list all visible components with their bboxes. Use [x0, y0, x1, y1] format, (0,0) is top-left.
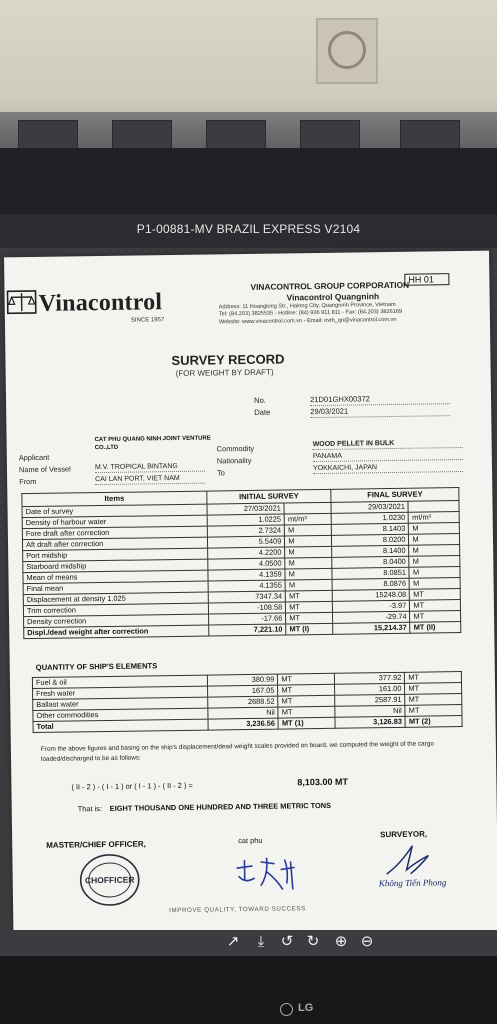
chief-officer-stamp: [78, 852, 141, 909]
survey-row-initial: 7347.34: [208, 591, 285, 603]
vessel-label: Name of Vessel: [18, 464, 71, 475]
survey-row-final-unit: [408, 501, 459, 513]
element-row-initial-unit: MT: [278, 706, 335, 718]
surveyor-name: Không Tiến Phong: [378, 877, 447, 889]
element-row-initial: Nil: [208, 707, 279, 719]
element-row-item: Other commodities: [33, 708, 208, 721]
survey-row-initial: 27/03/2021: [207, 503, 284, 515]
survey-row-initial: 4.2200: [208, 547, 285, 559]
commodity-value: WOOD PELLET IN BULK: [313, 439, 463, 450]
company-slogan: IMPROVE QUALITY, TOWARD SUCCESS: [169, 905, 306, 915]
website-line: Website: www.vinacontrol.com.vn - Email: nvth_qn@vinacontrol.com.vn: [218, 316, 397, 326]
from-value: CAI LAN PORT, VIET NAM: [95, 475, 205, 486]
survey-row-initial-unit: [284, 502, 331, 514]
survey-row-item: Mean of means: [23, 570, 208, 584]
document-title: SURVEY RECORD: [171, 351, 285, 369]
branch-name: Vinacontrol Quangninh: [286, 291, 380, 303]
stamp-text: CHOFFICER: [84, 874, 135, 886]
survey-row-final: 8.1400: [332, 545, 409, 557]
since-label: SINCE 1957: [130, 317, 165, 324]
survey-row-initial: 4.0500: [208, 558, 285, 570]
element-row-initial: 167.05: [208, 685, 279, 697]
element-row-final: 2587.91: [335, 694, 406, 706]
survey-row-initial: 1.0225: [207, 514, 284, 526]
amount-in-words: EIGHT THOUSAND ONE HUNDRED AND THREE METRIC TONS: [109, 800, 332, 813]
survey-row-initial-unit: M: [285, 579, 332, 591]
element-row-initial-unit: MT: [278, 695, 335, 707]
surveyor-signature: [380, 839, 441, 880]
col-header-items: Items: [22, 491, 207, 507]
survey-row-initial: -17.66: [209, 613, 286, 625]
element-row-final: 377.92: [334, 672, 405, 684]
viewer-toolbar: [0, 930, 497, 956]
element-row-item: Fuel & oil: [32, 675, 207, 688]
survey-row-initial-unit: M: [285, 524, 332, 536]
vessel-value: M.V. TROPICAL BINTANG: [95, 463, 205, 474]
survey-row-initial-unit: mt/m³: [284, 513, 331, 525]
share-icon[interactable]: ↗: [226, 933, 240, 950]
survey-document: [4, 251, 497, 938]
survey-row-final-unit: M: [409, 523, 460, 535]
to-label: To: [216, 468, 225, 478]
survey-row-initial: 4.1359: [208, 569, 285, 581]
survey-row-final-unit: MT (II): [410, 622, 461, 634]
element-row-final: Nil: [335, 705, 406, 717]
element-row-item: Fresh water: [33, 686, 208, 699]
survey-row-initial-unit: MT: [286, 612, 333, 624]
element-row-final-unit: MT (2): [405, 716, 462, 728]
survey-row-initial-unit: MT: [285, 590, 332, 602]
survey-row-final: 8.1403: [331, 523, 408, 535]
surveyor-label: SURVEYOR,: [380, 829, 428, 840]
col-header-initial: INITIAL SURVEY: [207, 489, 331, 504]
survey-row-final-unit: M: [409, 556, 460, 568]
rotate-right-icon[interactable]: ↻: [306, 933, 320, 950]
date-value: 29/03/2021: [310, 405, 450, 418]
survey-row-final-unit: M: [409, 567, 460, 579]
draft-survey-table: [21, 487, 461, 639]
survey-row-final-unit: M: [409, 534, 460, 546]
applicant-label: Applicant: [18, 452, 50, 463]
survey-row-final-unit: MT: [410, 589, 461, 601]
master-label: MASTER/CHIEF OFFICER,: [46, 839, 146, 850]
survey-row-initial: 5.5409: [207, 536, 284, 548]
survey-row-final: 8.0400: [332, 556, 409, 568]
col-header-final: FINAL SURVEY: [331, 488, 459, 503]
element-row-final: 161.00: [335, 683, 406, 695]
address-line: Address: 11 Hoanglong Str., Halong City, Quangninh Province, Vietnam: [218, 301, 396, 311]
to-value: YOKKAICHI, JAPAN: [313, 463, 463, 474]
from-label: From: [19, 476, 37, 487]
rotate-left-icon[interactable]: ↺: [280, 933, 294, 950]
survey-row-final: -29.74: [333, 611, 410, 623]
survey-row-item: Port midship: [23, 548, 208, 562]
element-row-final-unit: MT: [405, 705, 462, 717]
catphu-signature: [230, 849, 311, 896]
survey-row-item: Density of harbour water: [22, 515, 207, 529]
survey-row-final: 29/03/2021: [331, 501, 408, 513]
element-row-initial: 3,236.56: [208, 718, 279, 730]
element-row-item: Total: [33, 719, 208, 732]
survey-row-initial-unit: M: [285, 568, 332, 580]
survey-row-item: Density correction: [24, 614, 209, 628]
element-row-final: 3,126.83: [335, 716, 406, 728]
survey-row-item: Displ./dead weight after correction: [24, 625, 209, 639]
date-label: Date: [254, 407, 271, 417]
zoom-out-icon[interactable]: ⊖: [360, 933, 374, 950]
survey-row-final: 8.0876: [332, 578, 409, 590]
survey-row-initial: 2.7324: [207, 525, 284, 537]
survey-row-item: Starboard midship: [23, 559, 208, 573]
element-row-initial-unit: MT: [278, 673, 335, 685]
survey-row-item: Trim correction: [23, 603, 208, 617]
window-title: P1-00881-MV BRAZIL EXPRESS V2104: [136, 222, 361, 236]
survey-row-initial: 7,221.10: [209, 624, 286, 636]
zoom-in-icon[interactable]: ⊕: [334, 933, 348, 950]
survey-row-initial-unit: MT: [286, 601, 333, 613]
company-address-block: [219, 301, 489, 327]
survey-row-item: Date of survey: [22, 504, 207, 518]
survey-row-item: Final mean: [23, 581, 208, 595]
survey-row-final: 8.0851: [332, 567, 409, 579]
element-row-item: Ballast water: [33, 697, 208, 710]
survey-row-final-unit: mt/m³: [409, 512, 460, 524]
form-code: HH 01: [404, 273, 449, 286]
amount-in-words-label: That is:: [77, 804, 103, 814]
catphu-label: cat phu: [238, 835, 263, 846]
lg-logo-icon: [280, 1003, 293, 1016]
survey-row-initial-unit: M: [285, 546, 332, 558]
wall-fan-vent: [316, 18, 378, 84]
survey-row-final: -3.97: [333, 600, 410, 612]
survey-row-final-unit: M: [409, 545, 460, 557]
elements-title: QUANTITY OF SHIP'S ELEMENTS: [35, 661, 158, 672]
monitor-bezel-top: [0, 148, 497, 214]
monitor-bezel-bottom: [0, 956, 497, 1024]
company-logo-text: Vinacontrol: [38, 289, 163, 317]
nationality-value: PANAMA: [313, 451, 463, 462]
element-row-final-unit: MT: [405, 694, 462, 706]
nationality-label: Nationality: [216, 455, 252, 466]
monitor-brand: LG: [298, 1002, 314, 1014]
survey-row-final: 8.0200: [332, 534, 409, 546]
cargo-result: 8,103.00 MT: [297, 776, 348, 788]
no-value: 21D01GHX00372: [310, 393, 450, 406]
survey-row-item: Aft draft after correction: [22, 537, 207, 551]
survey-row-final-unit: MT: [410, 611, 461, 623]
survey-row-item: Displacement at density 1.025: [23, 592, 208, 606]
survey-row-initial: 4.1355: [208, 580, 285, 592]
download-icon[interactable]: ⤓: [257, 933, 265, 950]
element-row-initial: 2688.52: [208, 696, 279, 708]
applicant-value: CAT PHU QUANG NINH JOINT VENTURE CO.,LTD: [94, 435, 211, 452]
cargo-formula: ( II - 2 ) - ( I - 1 ) or ( I - 1 ) - ( II - 2 ) =: [71, 780, 193, 792]
survey-row-item: Fore draft after correction: [22, 526, 207, 540]
document-subtitle: (FOR WEIGHT BY DRAFT): [175, 367, 274, 379]
survey-row-final: 15,214.37: [333, 622, 410, 634]
ship-elements-table: [32, 671, 463, 733]
survey-row-final-unit: M: [409, 578, 460, 590]
survey-row-final: 15248.08: [332, 589, 409, 601]
survey-row-initial-unit: MT (I): [286, 623, 333, 635]
group-name: VINACONTROL GROUP CORPORATION: [250, 279, 410, 292]
contact-line: Tel: (84.203) 3825535 - Hotline: (84) 936 911 811 - Fax: (84.203) 3826169: [218, 309, 403, 318]
survey-row-final: 1.0230: [331, 512, 408, 524]
commodity-label: Commodity: [216, 443, 255, 454]
element-row-initial-unit: MT (1): [278, 717, 335, 729]
element-row-initial-unit: MT: [278, 684, 335, 696]
survey-row-final-unit: MT: [410, 600, 461, 612]
no-label: No.: [253, 395, 266, 405]
viewer-titlebar: [0, 214, 497, 248]
survey-row-initial-unit: M: [285, 557, 332, 569]
element-row-final-unit: MT: [405, 683, 462, 695]
element-row-final-unit: MT: [405, 672, 462, 684]
vinacontrol-logo-icon: [6, 289, 36, 315]
survey-row-initial-unit: M: [285, 535, 332, 547]
conclusion-paragraph: From the above figures and basing on the ship's displacement/dead weight scales provided on board, we computed the weight of the cargo loaded/discharged to be as follows:: [40, 740, 434, 763]
element-row-initial: 380.99: [207, 674, 278, 686]
survey-row-initial: -108.58: [208, 602, 285, 614]
